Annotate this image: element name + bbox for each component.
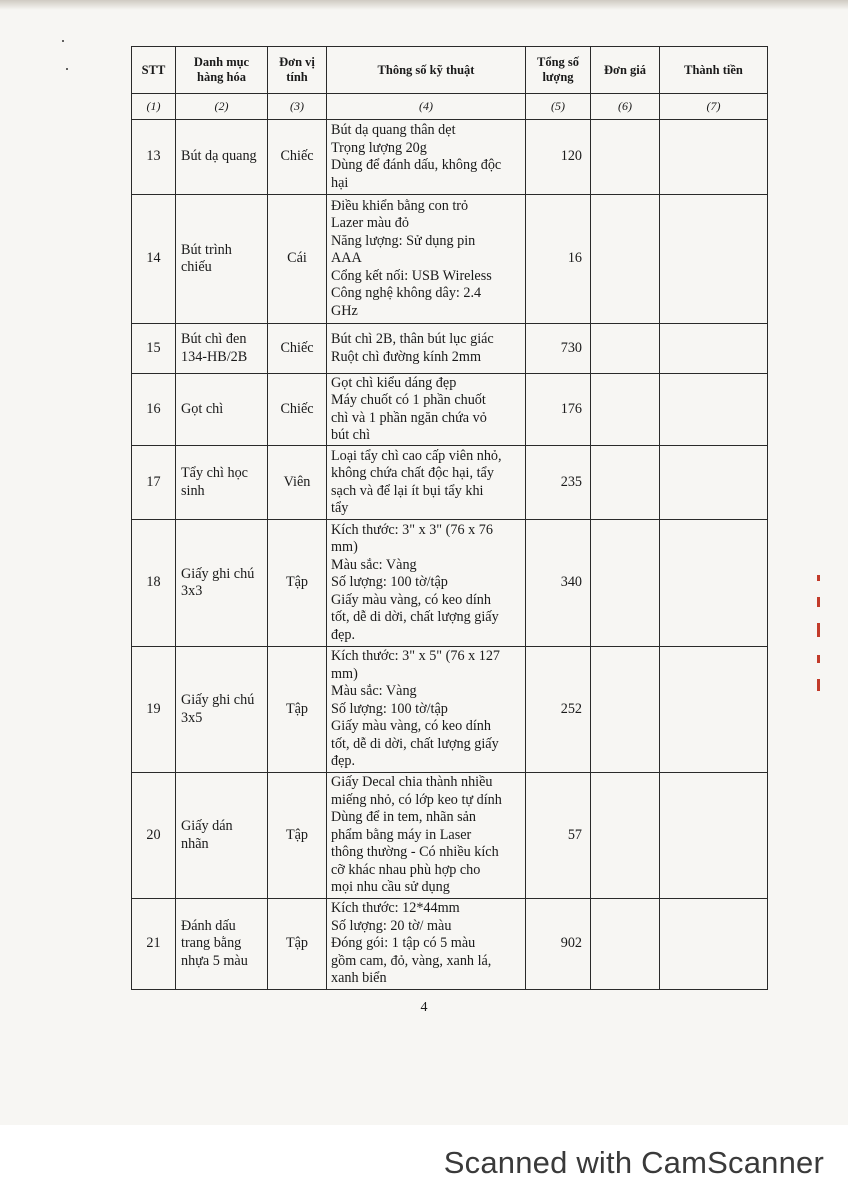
spec-line: xanh biển xyxy=(331,970,387,987)
scanner-footer xyxy=(0,1125,848,1200)
row-unit: Tập xyxy=(268,773,327,899)
row-unit-price xyxy=(591,899,660,990)
row-total xyxy=(660,195,768,324)
header-unit: Đơn vị tính xyxy=(268,47,327,94)
spec-line: AAA xyxy=(331,250,362,267)
row-unit: Chiếc xyxy=(268,324,327,374)
row-item-name xyxy=(176,773,268,899)
row-unit-price xyxy=(591,520,660,647)
row-unit: Tập xyxy=(268,899,327,990)
row-stt: 20 xyxy=(132,773,176,899)
red-stamp-edge xyxy=(814,575,826,705)
row-item-name xyxy=(176,899,268,990)
name-line: sinh xyxy=(181,482,205,499)
page-number: 4 xyxy=(420,1000,428,1015)
index-cell: (1) xyxy=(132,94,176,120)
row-spec xyxy=(327,899,526,990)
index-cell: (7) xyxy=(660,94,768,120)
spec-line: Bút dạ quang thân dẹt xyxy=(331,122,456,138)
row-item-name xyxy=(176,195,268,324)
row-unit-price xyxy=(591,120,660,195)
table-header-row xyxy=(132,47,768,94)
name-line: 3x3 xyxy=(181,583,203,599)
spec-line: Số lượng: 100 tờ/tập xyxy=(331,574,448,591)
spec-line: Ruột chì đường kính 2mm xyxy=(331,348,481,365)
spec-line: Số lượng: 20 tờ/ màu xyxy=(331,917,452,934)
spec-line: Đóng gói: 1 tập có 5 màu xyxy=(331,935,476,952)
spec-line: gồm cam, đỏ, vàng, xanh lá, xyxy=(331,952,492,969)
table-row xyxy=(132,374,768,446)
spec-line: Màu sắc: Vàng xyxy=(331,683,417,700)
row-unit: Cái xyxy=(268,195,327,324)
row-quantity: 730 xyxy=(526,324,591,374)
product-spec-table xyxy=(131,46,768,990)
row-unit: Chiếc xyxy=(268,120,327,195)
row-unit: Tập xyxy=(268,647,327,773)
spec-line: Kích thước: 12*44mm xyxy=(331,900,460,917)
spec-line: Máy chuốt có 1 phần chuốt xyxy=(331,392,486,408)
row-total xyxy=(660,120,768,195)
row-quantity: 235 xyxy=(526,446,591,520)
row-unit-price xyxy=(591,773,660,899)
name-line: 3x5 xyxy=(181,709,203,726)
spec-line: tốt, dễ di dời, chất lượng giấy xyxy=(331,735,499,752)
spec-line: tẩy xyxy=(331,500,349,516)
spec-line: GHz xyxy=(331,302,358,319)
row-quantity: 252 xyxy=(526,647,591,773)
table-row xyxy=(132,647,768,773)
spec-line: không chứa chất độc hại, tẩy xyxy=(331,465,494,481)
spec-line: Gọt chì kiểu dáng đẹp xyxy=(331,374,457,391)
row-stt: 17 xyxy=(132,446,176,520)
spec-line: Giấy màu vàng, có keo dính xyxy=(331,591,491,608)
row-unit-price xyxy=(591,374,660,446)
header-quantity: Tổng số lượng xyxy=(526,47,591,94)
row-total xyxy=(660,324,768,374)
name-line: nhãn xyxy=(181,835,209,852)
row-quantity: 176 xyxy=(526,374,591,446)
spec-line: bút chì xyxy=(331,427,371,443)
index-cell: (4) xyxy=(327,94,526,120)
table-row xyxy=(132,520,768,647)
row-item-name xyxy=(176,374,268,446)
spec-line: mọi nhu cầu sử dụng xyxy=(331,879,450,896)
index-cell: (3) xyxy=(268,94,327,120)
name-line: Giấy ghi chú xyxy=(181,565,255,582)
name-line: Bút chì đen xyxy=(181,331,247,347)
row-unit: Tập xyxy=(268,520,327,647)
spec-line: Màu sắc: Vàng xyxy=(331,556,417,573)
spec-line: Giấy Decal chia thành nhiều xyxy=(331,774,493,791)
row-item-name xyxy=(176,520,268,647)
spec-line: Lazer màu đỏ xyxy=(331,215,409,232)
spec-line: Công nghệ không dây: 2.4 xyxy=(331,285,482,302)
row-spec xyxy=(327,647,526,773)
name-line: Bút dạ quang xyxy=(181,148,257,165)
spec-line: tốt, dễ di dời, chất lượng giấy xyxy=(331,609,499,626)
row-item-name xyxy=(176,647,268,773)
table-row xyxy=(132,120,768,195)
row-stt: 16 xyxy=(132,374,176,446)
scan-specks xyxy=(62,40,66,44)
row-quantity: 340 xyxy=(526,520,591,647)
name-line: Bút trình xyxy=(181,241,232,258)
table-row xyxy=(132,899,768,990)
index-cell: (2) xyxy=(176,94,268,120)
row-spec xyxy=(327,120,526,195)
name-line: nhựa 5 màu xyxy=(181,952,248,969)
row-item-name xyxy=(176,120,268,195)
spec-line: phẩm bằng máy in Laser xyxy=(331,826,472,843)
table-row xyxy=(132,195,768,324)
spec-line: Cổng kết nối: USB Wireless xyxy=(331,267,492,284)
row-total xyxy=(660,374,768,446)
spec-line: Điều khiển bằng con trỏ xyxy=(331,197,469,214)
row-spec xyxy=(327,773,526,899)
row-total xyxy=(660,446,768,520)
spec-line: Bút chì 2B, thân bút lục giác xyxy=(331,331,494,347)
spec-line: mm) xyxy=(331,665,358,682)
camscanner-watermark: Scanned with CamScanner xyxy=(443,1145,824,1180)
row-stt: 14 xyxy=(132,195,176,324)
row-unit: Viên xyxy=(268,446,327,520)
name-line: Giấy dán xyxy=(181,818,233,834)
spec-line: Số lượng: 100 tờ/tập xyxy=(331,700,448,717)
row-item-name xyxy=(176,324,268,374)
spec-line: Năng lượng: Sử dụng pin xyxy=(331,232,476,249)
row-unit: Chiếc xyxy=(268,374,327,446)
row-stt: 18 xyxy=(132,520,176,647)
spec-line: hại xyxy=(331,174,349,191)
header-unit-price: Đơn giá xyxy=(591,47,660,94)
spec-line: Dùng để đánh dấu, không độc xyxy=(331,157,502,173)
spec-line: Kích thước: 3" x 3" (76 x 76 xyxy=(331,521,493,538)
name-line: chiếu xyxy=(181,259,212,275)
spec-line: đẹp. xyxy=(331,753,356,770)
spec-line: Kích thước: 3" x 5" (76 x 127 xyxy=(331,648,501,665)
row-total xyxy=(660,773,768,899)
column-index-row xyxy=(132,94,768,120)
table-row xyxy=(132,773,768,899)
header-spec: Thông số kỹ thuật xyxy=(327,47,526,94)
scan-edge-shadow xyxy=(0,0,848,10)
row-spec xyxy=(327,195,526,324)
table-row xyxy=(132,446,768,520)
spec-line: sạch và để lại ít bụi tẩy khi xyxy=(331,482,484,499)
row-total xyxy=(660,899,768,990)
row-unit-price xyxy=(591,446,660,520)
spec-line: mm) xyxy=(331,539,358,556)
spec-line: đẹp. xyxy=(331,626,356,643)
name-line: Tẩy chì học xyxy=(181,465,248,481)
index-cell: (5) xyxy=(526,94,591,120)
spec-line: thông thường - Có nhiều kích xyxy=(331,844,499,861)
spec-line: chì và 1 phần ngăn chứa vỏ xyxy=(331,409,487,426)
row-spec xyxy=(327,520,526,647)
spec-line: miếng nhỏ, có lớp keo tự dính xyxy=(331,791,502,808)
name-line: Gọt chì xyxy=(181,400,224,417)
row-spec xyxy=(327,446,526,520)
table-row xyxy=(132,324,768,374)
spec-line: cỡ khác nhau phù hợp cho xyxy=(331,861,481,878)
name-line: Giấy ghi chú xyxy=(181,692,255,708)
row-spec xyxy=(327,324,526,374)
header-stt: STT xyxy=(132,47,176,94)
row-spec xyxy=(327,374,526,446)
spec-line: Dùng để in tem, nhãn sản xyxy=(331,809,476,826)
row-unit-price xyxy=(591,647,660,773)
row-quantity: 902 xyxy=(526,899,591,990)
header-total: Thành tiền xyxy=(660,47,768,94)
name-line: Đánh dấu xyxy=(181,917,236,934)
row-total xyxy=(660,520,768,647)
name-line: 134-HB/2B xyxy=(181,348,248,365)
index-cell: (6) xyxy=(591,94,660,120)
spec-line: Loại tẩy chì cao cấp viên nhỏ, xyxy=(331,447,502,464)
row-unit-price xyxy=(591,195,660,324)
row-stt: 15 xyxy=(132,324,176,374)
row-unit-price xyxy=(591,324,660,374)
row-quantity: 120 xyxy=(526,120,591,195)
row-item-name xyxy=(176,446,268,520)
name-line: trang bằng xyxy=(181,935,242,952)
header-item-name: Danh mục hàng hóa xyxy=(176,47,268,94)
row-stt: 19 xyxy=(132,647,176,773)
spec-line: Giấy màu vàng, có keo dính xyxy=(331,718,491,735)
row-quantity: 16 xyxy=(526,195,591,324)
row-stt: 13 xyxy=(132,120,176,195)
row-total xyxy=(660,647,768,773)
spec-line: Trọng lượng 20g xyxy=(331,139,427,156)
row-quantity: 57 xyxy=(526,773,591,899)
row-stt: 21 xyxy=(132,899,176,990)
